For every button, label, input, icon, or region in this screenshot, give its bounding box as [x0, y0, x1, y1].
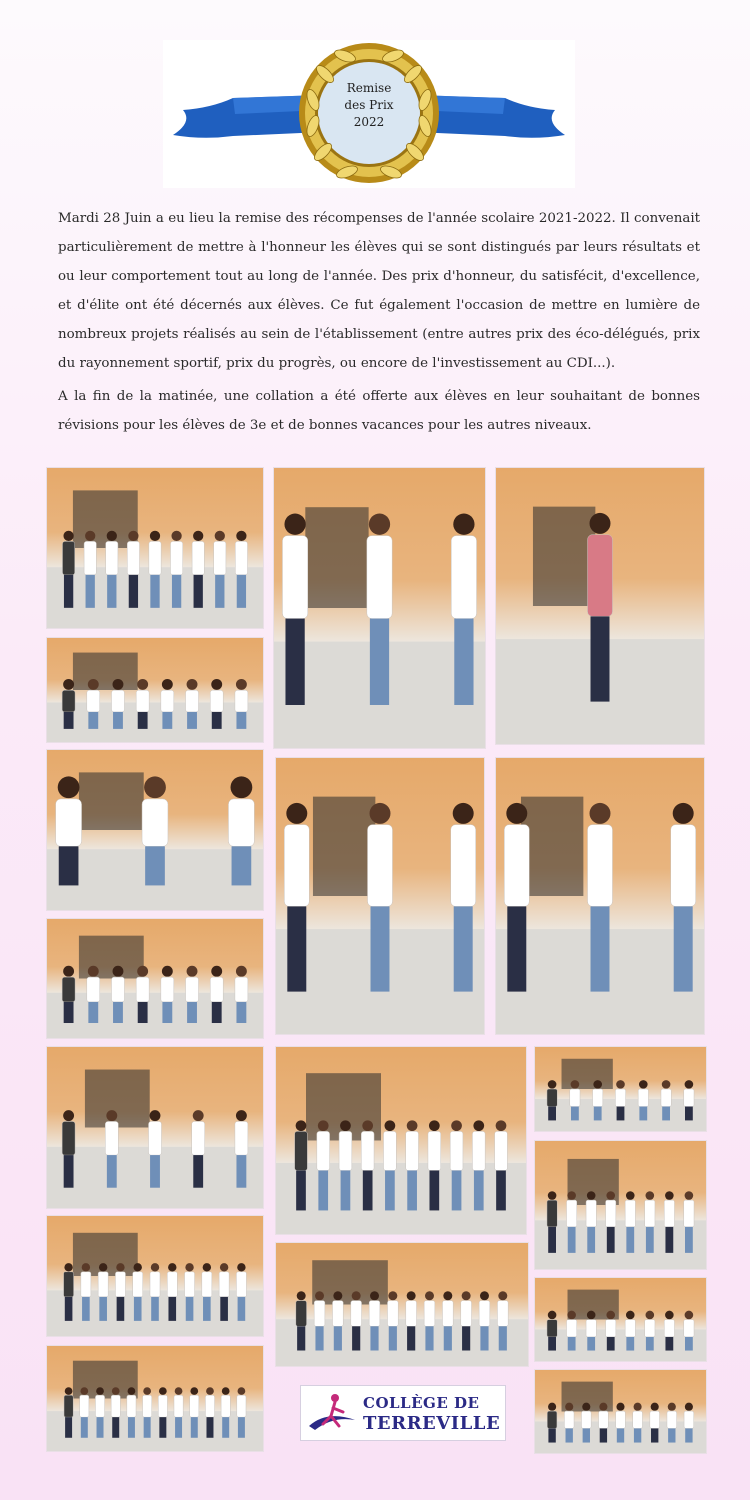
person: [547, 1191, 557, 1253]
person: [174, 1387, 183, 1438]
floor: [276, 1163, 526, 1234]
ceremony-photo-14: [275, 1242, 529, 1367]
ceremony-photo-7: [495, 757, 705, 1035]
photo-scene: [47, 638, 263, 742]
photo-scene: [47, 919, 263, 1038]
person: [428, 1120, 441, 1210]
person: [567, 1191, 577, 1253]
person: [185, 1263, 195, 1321]
person: [133, 1263, 143, 1321]
person: [606, 1191, 616, 1253]
floor: [535, 1220, 706, 1269]
ceremony-photo-16: [46, 1345, 264, 1452]
ceremony-photo-6: [275, 757, 485, 1035]
person: [625, 1311, 635, 1351]
person: [547, 1080, 557, 1120]
person: [111, 679, 124, 729]
person: [387, 1291, 398, 1350]
photo-scene: [535, 1370, 706, 1453]
person: [56, 776, 82, 885]
person: [64, 1387, 73, 1438]
floor: [276, 1319, 528, 1366]
ceremony-photo-2: [273, 467, 486, 749]
classroom-board: [79, 772, 144, 830]
person: [606, 1311, 616, 1351]
person: [87, 679, 100, 729]
person: [210, 679, 223, 729]
person: [586, 1311, 596, 1351]
ceremony-photo-8: [46, 918, 264, 1039]
person: [664, 1311, 674, 1351]
photo-scene: [274, 468, 485, 748]
person: [450, 1120, 463, 1210]
person: [451, 803, 476, 992]
person: [615, 1080, 625, 1120]
person: [105, 1110, 118, 1188]
person: [136, 679, 149, 729]
person: [567, 1311, 577, 1351]
person: [284, 803, 309, 992]
person: [625, 1191, 635, 1253]
person: [424, 1291, 435, 1350]
classroom-board: [533, 507, 595, 606]
person: [406, 1291, 417, 1350]
person: [127, 531, 139, 608]
ceremony-photo-3: [495, 467, 705, 745]
photo-scene: [47, 468, 263, 628]
person: [62, 531, 74, 608]
logo-line-1: COLLÈGE DE: [363, 1394, 480, 1412]
article-text: [58, 204, 700, 444]
person: [210, 966, 223, 1023]
person: [616, 1403, 626, 1443]
classroom-board: [521, 797, 583, 896]
ceremony-photo-9: [46, 1046, 264, 1209]
person: [235, 966, 248, 1023]
person: [599, 1403, 609, 1443]
badge-line-3: 2022: [353, 115, 385, 129]
person: [442, 1291, 453, 1350]
person: [186, 966, 199, 1023]
ceremony-photo-13: [46, 1215, 264, 1337]
photo-scene: [276, 1047, 526, 1234]
person: [170, 531, 182, 608]
classroom-board: [73, 653, 138, 690]
person: [368, 803, 393, 992]
person: [406, 1120, 419, 1210]
person: [547, 1311, 557, 1351]
person: [158, 1387, 167, 1438]
person: [497, 1291, 508, 1350]
person: [588, 803, 613, 992]
person: [167, 1263, 177, 1321]
photo-scene: [276, 1243, 528, 1366]
person: [149, 1110, 162, 1188]
person: [282, 514, 307, 705]
person: [461, 1291, 472, 1350]
person: [205, 1387, 214, 1438]
ceremony-photo-15: [534, 1277, 707, 1362]
floor: [47, 702, 263, 742]
person: [62, 966, 75, 1023]
person: [295, 1120, 308, 1210]
person: [161, 679, 174, 729]
person: [192, 531, 204, 608]
person: [684, 1191, 694, 1253]
person: [115, 1263, 125, 1321]
person: [671, 803, 696, 992]
classroom-board: [313, 797, 375, 896]
person: [479, 1291, 490, 1350]
person: [367, 514, 392, 705]
person: [547, 1403, 557, 1443]
person: [236, 1263, 246, 1321]
person: [570, 1080, 580, 1120]
person: [645, 1311, 655, 1351]
person: [684, 1080, 694, 1120]
floor: [535, 1329, 706, 1361]
person: [661, 1080, 671, 1120]
person: [235, 531, 247, 608]
ceremony-photo-5: [46, 749, 264, 911]
person: [106, 531, 118, 608]
classroom-board: [562, 1059, 613, 1089]
person: [667, 1403, 677, 1443]
photo-scene: [535, 1047, 706, 1131]
classroom-board: [73, 490, 138, 548]
photo-scene: [496, 468, 704, 744]
person: [664, 1191, 674, 1253]
person: [593, 1080, 603, 1120]
person: [149, 531, 161, 608]
person: [143, 1387, 152, 1438]
floor: [47, 993, 263, 1038]
photo-scene: [47, 1047, 263, 1208]
college-emblem-icon: [305, 1390, 361, 1436]
ceremony-photo-1: [46, 467, 264, 629]
ceremony-photo-4: [46, 637, 264, 743]
person: [84, 531, 96, 608]
person: [190, 1387, 199, 1438]
photo-scene: [535, 1278, 706, 1361]
person: [384, 1120, 397, 1210]
person: [161, 966, 174, 1023]
person: [564, 1403, 574, 1443]
person: [581, 1403, 591, 1443]
person: [98, 1263, 108, 1321]
person: [586, 1191, 596, 1253]
ceremony-photo-11: [534, 1046, 707, 1132]
person: [62, 1110, 75, 1188]
ceremony-photo-12: [534, 1140, 707, 1270]
person: [81, 1263, 91, 1321]
person: [192, 1110, 205, 1188]
person: [202, 1263, 212, 1321]
award-badge-banner: [163, 40, 575, 188]
person: [451, 514, 476, 705]
person: [684, 1311, 694, 1351]
photo-scene: [496, 758, 704, 1034]
classroom-board: [85, 1070, 150, 1128]
college-logo: [300, 1385, 506, 1441]
person: [214, 531, 226, 608]
badge-line-2: des Prix: [344, 98, 394, 112]
person: [237, 1387, 246, 1438]
photo-scene: [276, 758, 484, 1034]
photo-scene: [47, 750, 263, 910]
photo-scene: [47, 1216, 263, 1336]
person: [361, 1120, 374, 1210]
person: [64, 1263, 74, 1321]
photo-scene: [535, 1141, 706, 1269]
person: [219, 1263, 229, 1321]
person: [62, 679, 75, 729]
badge-title: [319, 80, 419, 131]
article-paragraph-1: Mardi 28 Juin a eu lieu la remise des récompenses de l'année scolaire 2021-2022. Il convenait particulièrement de mettre à l'honneur les élèves qui se sont distingués par leurs résultats et ou leur comportement tout au long de l'année. Des prix d'honneur, du satisfécit, d'excellence, et d'élite ont été décernés aux élèves. Ce fut également l'occasion de mettre en lumière de nombreux projets réalisés au sein de l'établissement (entre autres prix des éco-délégués, prix du rayonnement sportif, prix du progrès, ou encore de l'investissement au CDI...).: [58, 211, 700, 371]
ceremony-photo-17: [534, 1369, 707, 1454]
person: [228, 776, 254, 885]
person: [186, 679, 199, 729]
floor: [47, 1411, 263, 1451]
classroom-board: [305, 507, 368, 608]
person: [684, 1403, 694, 1443]
person: [588, 513, 613, 702]
person: [235, 679, 248, 729]
person: [472, 1120, 485, 1210]
person: [650, 1403, 660, 1443]
ceremony-photo-10: [275, 1046, 527, 1235]
person: [221, 1387, 230, 1438]
person: [317, 1120, 330, 1210]
person: [638, 1080, 648, 1120]
logo-line-2: TERREVILLE: [363, 1413, 501, 1434]
badge-line-1: Remise: [346, 81, 392, 95]
photo-scene: [47, 1346, 263, 1451]
person: [495, 1120, 508, 1210]
person: [504, 803, 529, 992]
person: [235, 1110, 248, 1188]
person: [339, 1120, 352, 1210]
person: [296, 1291, 307, 1350]
person: [633, 1403, 643, 1443]
person: [142, 776, 168, 885]
article-paragraph-2: A la fin de la matinée, une collation a été offerte aux élèves en leur souhaitant de bonnes révisions pour les élèves de 3e et de bonnes vacances pour les autres niveaux.: [58, 389, 700, 433]
person: [645, 1191, 655, 1253]
person: [150, 1263, 160, 1321]
